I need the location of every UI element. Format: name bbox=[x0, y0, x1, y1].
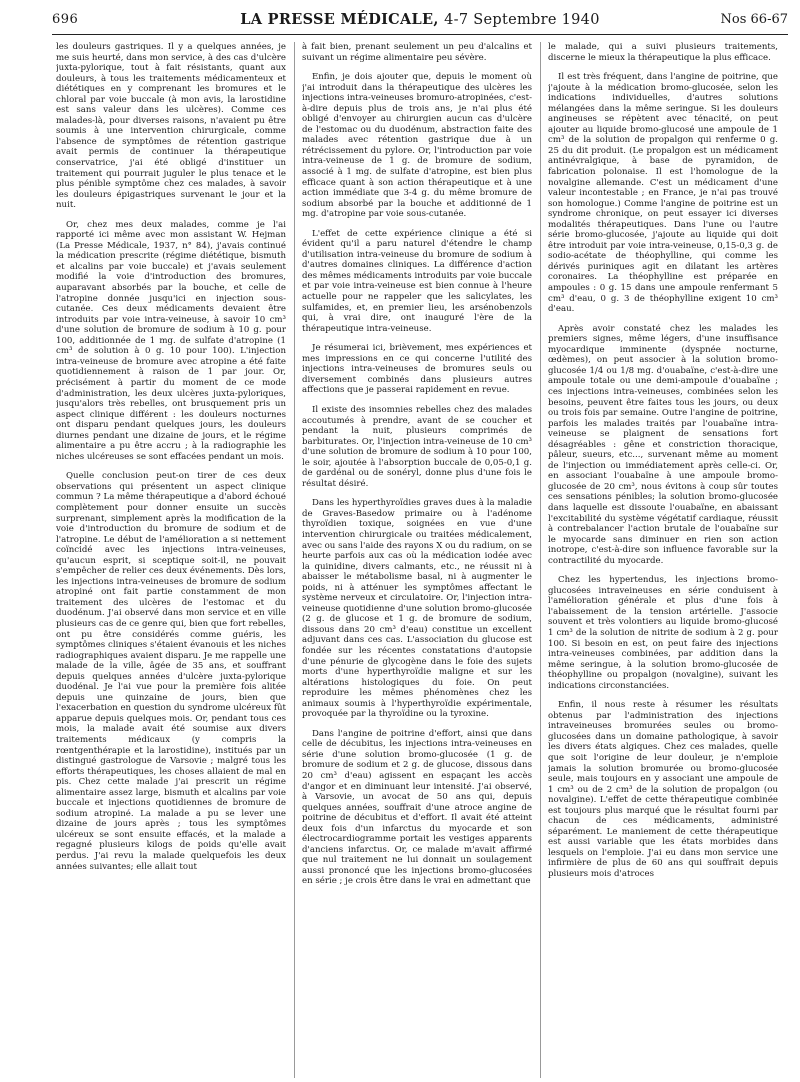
paragraph: les douleurs gastriques. Il y a quelques années, je me suis heurté, dans mon service, à des cas d'ulcère juxta-pylorique, tout à fait résistants, quant aux douleurs, à tous les traitements médicamenteux et diététiques en y comprenant les bromures et le chloral par voie buccale (à mon avis, la larostidine est sans valeur dans les ulcères). Comme ces malades-là, pour diverses raisons, n'avaient pu être soumis à une intervention chirurgicale, comme l'absence de symptômes de rétention gastrique avait permis de continuer la thérapeutique conservatrice, j'ai été obligé d'instituer un traitement qui pourrait juguler le plus tenace et le plus pénible symptôme chez ces malades, à savoir les douleurs épigastriques survenant le jour et la nuit. bbox=[56, 42, 286, 211]
paragraph: Or, chez mes deux malades, comme je l'ai rapporté ici même avec mon assistant W. Hejman (La Presse Médicale, 1937, n° 84), j'avais continué la médication prescrite (régime diététique, bismuth et alcalins par voie buccale) et j'avais seulement modifié la voie d'introduction des bromures, auparavant absorbés par la bouche, et celle de l'atropine donnée jusqu'ici en injection sous-cutanée. Ces deux médicaments devaient être introduits par voie intra-veineuse, à savoir 10 cm³ d'une solution de bromure de sodium à 10 g. pour 100, additionnée de 1 mg. de sulfate d'atropine (1 cm³ de solution à 0 g. 10 pour 100). L'injection intra-veineuse de bromure avec atropine a été faite quotidiennement à raison de 1 par jour. Or, précisément à partir du moment de ce mode d'administration, les deux ulcères juxta-pyloriques, jusqu'alors très rebelles, ont brusquement pris un aspect clinique différent : les douleurs nocturnes ont disparu pendant quelques jours, les douleurs diurnes pendant une dizaine de jours, et le régime alimentaire a pu être accru ; à la radiographie les niches ulcéreuses se sont effacées pendant un mois. bbox=[56, 219, 286, 462]
page-header bbox=[52, 8, 788, 35]
paragraph: le malade, qui a suivi plusieurs traitements, discerne le mieux la thérapeutique la plus efficace. bbox=[548, 42, 778, 63]
paragraph: Dans les hyperthyroïdies graves dues à la maladie de Graves-Basedow primaire ou à l'adénome thyroïdien toxique, soignées en vue d'une intervention chirurgicale ou traitées médicalement, avec ou sans l'aide des rayons X ou du radium, on se heurte parfois aux cas où la médication iodée avec la quinidine, divers calmants, etc., ne réussit ni à abaisser le métabolisme basal, ni à augmenter le poids, ni à atténuer les symptômes affectant le système nerveux et circulatoire. Or, l'injection intra-veineuse quotidienne d'une solution bromo-glucosée (2 g. de glucose et 1 g. de bromure de sodium, dissous dans 20 cm³ d'eau) constitue un excellent adjuvant dans ces cas. L'association du glucose est fondée sur les récentes constatations d'autopsie d'une pénurie de glycogène dans le foie des sujets morts d'une hyperthyroïdie maligne et sur les altérations histologiques du foie. On peut reproduire les mêmes phénomènes chez les animaux soumis à l'hyperthyroïdie expérimentale, provoquée par la thyroïdine ou la tyroxine. bbox=[302, 498, 532, 720]
issue-date: 4-7 Septembre 1940 bbox=[444, 12, 600, 28]
paragraph: L'effet de cette expérience clinique a été si évident qu'il a paru naturel d'étendre le champ d'utilisation intra-veineuse du bromure de sodium à d'autres domaines cliniques. La différence d'action des mêmes médicaments introduits par voie buccale et par voie intra-veineuse est bien connue à l'heure actuelle pour ne rappeler que les salicylates, les sulfamides, et, en premier lieu, les arsénobenzols qui, à vrai dire, ont inauguré l'ère de la thérapeutique intra-veineuse. bbox=[302, 228, 532, 334]
text-column-2 bbox=[302, 42, 532, 1078]
paragraph: Il existe des insomnies rebelles chez des malades accoutumés à prendre, avant de se coucher et pendant la nuit, plusieurs comprimés de barbiturates. Or, l'injection intra-veineuse de 10 cm³ d'une solution de bromure de sodium à 10 pour 100, le soir, ajoutée à l'absorption buccale de 0,05-0,1 g. de gardénal ou de sonéryl, donne plus d'une fois le résultat désiré. bbox=[302, 404, 532, 489]
paragraph: à fait bien, prenant seulement un peu d'alcalins et suivant un régime alimentaire peu sévère. bbox=[302, 42, 532, 63]
paragraph: Je résumerai ici, brièvement, mes expériences et mes impressions en ce qui concerne l'utilité des injections intra-veineuses de bromures seuls ou diversement combinés dans plusieurs autres affections que je passerai rapidement en revue. bbox=[302, 343, 532, 396]
column-divider bbox=[294, 42, 295, 1078]
paragraph: Enfin, il nous reste à résumer les résultats obtenus par l'administration des injections intraveineuses bromurées seules ou bromo-glucosées dans un domaine pathologique, à savoir les divers états algiques. Chez ces malades, quelle que soit l'origine de leur douleur, je n'emploie jamais la solution bromurée ou bromo-glucosée seule, mais toujours en y associant une ampoule de 1 cm³ ou de 2 cm³ de la solution de propalgon (ou novalgine). L'effet de cette thérapeutique combinée est toujours plus marqué que le résultat fourni par chacun de ces médicaments, administré séparément. Le maniement de cette thérapeutique est aussi variable que les états morbides dans lesquels on l'emploie. J'ai eu dans mon service une infirmière de plus de 60 ans qui souffrait depuis plusieurs mois d'atroces bbox=[548, 700, 778, 880]
text-column-1 bbox=[56, 42, 286, 1078]
page-number: 696 bbox=[52, 12, 79, 27]
paragraph: Après avoir constaté chez les malades les premiers signes, même légers, d'une insuffisance myocardique imminente (dyspnée nocturne, œdèmes), on peut associer à la solution bromo-glucosée 1/4 ou 1/8 mg. d'ouabaïne, c'est-à-dire une ampoule totale ou une demi-ampoule d'ouabaïne ; ces injections intra-veineuses, combinées selon les besoins, peuvent être faites tous les jours, ou deux ou trois fois par semaine. Outre l'angine de poitrine, parfois les malades traités par l'ouabaïne intra-veineuse se plaignent de sensations fort désagréables : gêne et constriction thoracique, pâleur, sueurs, etc..., survenant même au moment de l'injection ou immédiatement après celle-ci. Or, en associant l'ouabaïne à une ampoule bromo-glucosée de 20 cm³, nous évitons à coup sûr toutes ces sensations pénibles; la solution bromo-glucosée dans laquelle est dissoute l'ouabaïne, en abaissant l'excitabilité du système végétatif cardiaque, réussit à contrebalancer l'action brutale de l'ouabaïne sur le myocarde sans diminuer en rien son action inotrope, c'est-à-dire son influence favorable sur la contractilité du myocarde. bbox=[548, 323, 778, 566]
issue-number: Nos 66-67 bbox=[720, 12, 788, 27]
paragraph: Il est très fréquent, dans l'angine de poitrine, que j'ajoute à la médication bromo-glucosée, selon les indications individuelles, d'autres solutions mélangées dans la même seringue. Si les douleurs angineuses se répètent avec ténacité, on peut ajouter au liquide bromo-glucosé une ampoule de 1 cm³ de la solution de propalgon qui renferme 0 g. 25 du dit produit. (Le propalgon est un médicament antinévralgique, à base de pyramidon, de fabrication polonaise. Il est l'homologue de la novalgine allemande. C'est un médicament d'une valeur incontestable ; en France, je n'ai pas trouvé son homologue.) Comme l'angine de poitrine est un syndrome chronique, on peut essayer ici diverses modalités thérapeutiques. Dans l'une ou l'autre série bromo-glucosée, j'ajoute au liquide qui doit être introduit par voie intra-veineuse, 0,15-0,3 g. de sodio-acétate de théophylline, qui comme les dérivés puriniques agit en dilatant les artères coronaires. La théophylline est préparée en ampoules : 0 g. 15 dans une ampoule renfermant 5 cm³ d'eau, 0 g. 3 de théophylline exigent 10 cm³ d'eau. bbox=[548, 72, 778, 315]
paragraph: Chez les hypertendus, les injections bromo-glucosées intraveineuses en série conduisent à l'amélioration générale et plus d'une fois à l'abaissement de la tension artérielle. J'associe souvent et très volontiers au liquide bromo-glucosé 1 cm³ de la solution de nitrite de sodium à 2 g. pour 100. Si besoin en est, on peut faire des injections intra-veineuses combinées, par addition dans la même seringue, à la solution bromo-glucosée de théophylline ou propalgon (novalgine), suivant les indications circonstanciées. bbox=[548, 575, 778, 691]
journal-name: LA PRESSE MÉDICALE, bbox=[240, 11, 439, 28]
article-body bbox=[56, 42, 788, 1078]
paragraph: Dans l'angine de poitrine d'effort, ainsi que dans celle de décubitus, les injections intra-veineuses en série d'une solution bromo-glucosée (1 g. de bromure de sodium et 2 g. de glucose, dissous dans 20 cm³ d'eau) agissent en espaçant les accès d'angor et en diminuant leur intensité. J'ai observé, à Varsovie, un avocat de 50 ans qui, depuis quelques années, souffrait d'une atroce angine de poitrine de décubitus et d'effort. Il avait été atteint deux fois d'un infarctus du myocarde et son électrocardiogramme portait les vestiges apparents d'anciens infarctus. Or, ce malade m'avait affirmé que nul traitement ne lui donnait un soulagement aussi prononcé que les injections bromo-glucosées en série ; je crois être dans le vrai en admettant que bbox=[302, 728, 532, 887]
paragraph: Enfin, je dois ajouter que, depuis le moment où j'ai introduit dans la thérapeutique des ulcères les injections intra-veineuses bromuro-atropinées, c'est-à-dire depuis plus de trois ans, je n'ai plus été obligé d'envoyer au chirurgien aucun cas d'ulcère de l'estomac ou du duodénum, abstraction faite des malades avec rétention gastrique due à un rétrécissement du pylore. Or, l'introduction par voie intra-veineuse de 1 g. de bromure de sodium, associé à 1 mg. de sulfate d'atropine, est bien plus efficace quant à son action thérapeutique et à une action immédiate que 3-4 g. du même bromure de sodium absorbé par la bouche et additionné de 1 mg. d'atropine par voie sous-cutanée. bbox=[302, 72, 532, 220]
column-divider bbox=[540, 42, 541, 1078]
text-column-3 bbox=[548, 42, 778, 1078]
paragraph: Quelle conclusion peut-on tirer de ces deux observations qui présentent un aspect clinique commun ? La même thérapeutique a d'abord échoué complètement pour donner ensuite un succès surprenant, simplement après la modification de la voie d'introduction du bromure de sodium et de l'atropine. Le début de l'amélioration a si nettement coïncidé avec les injections intra-veineuses, qu'aucun esprit, si sceptique soit-il, ne pouvait s'empêcher de relier ces deux événements. Dès lors, les injections intra-veineuses de bromure de sodium atropiné ont fait partie constamment de mon traitement des ulcères de l'estomac et du duodénum. J'ai observé dans mon service et en ville plusieurs cas de ce genre qui, bien que fort rebelles, ont pu être considérés comme guéris, les symptômes cliniques s'étaient évanouis et les niches radiographiques avaient disparu. Je me rappelle une malade de la ville, âgée de 35 ans, et souffrant depuis quelques années d'ulcère juxta-pylorique duodénal. Je l'ai vue pour la première fois alitée depuis une quinzaine de jours, bien que l'exacerbation en question du syndrome ulcéreux fût apparue depuis quelques mois. Or, pendant tous ces mois, la malade avait été soumise aux divers traitements médicaux (y compris la rœntgenthérapie et la larostidine), institués par un distingué gastrologue de Varsovie ; malgré tous les efforts thérapeutiques, les choses allaient de mal en pis. Chez cette malade j'ai prescrit un régime alimentaire assez large, bismuth et alcalins par voie buccale et injections quotidiennes de bromure de sodium atropiné. La malade a pu se lever une dizaine de jours après ; tous les symptômes ulcéreux se sont ensuite effacés, et la malade a regagné plusieurs kilogs de poids qu'elle avait perdus. J'ai revu la malade quelquefois les deux années suivantes; elle allait tout bbox=[56, 471, 286, 872]
journal-title bbox=[52, 11, 788, 28]
